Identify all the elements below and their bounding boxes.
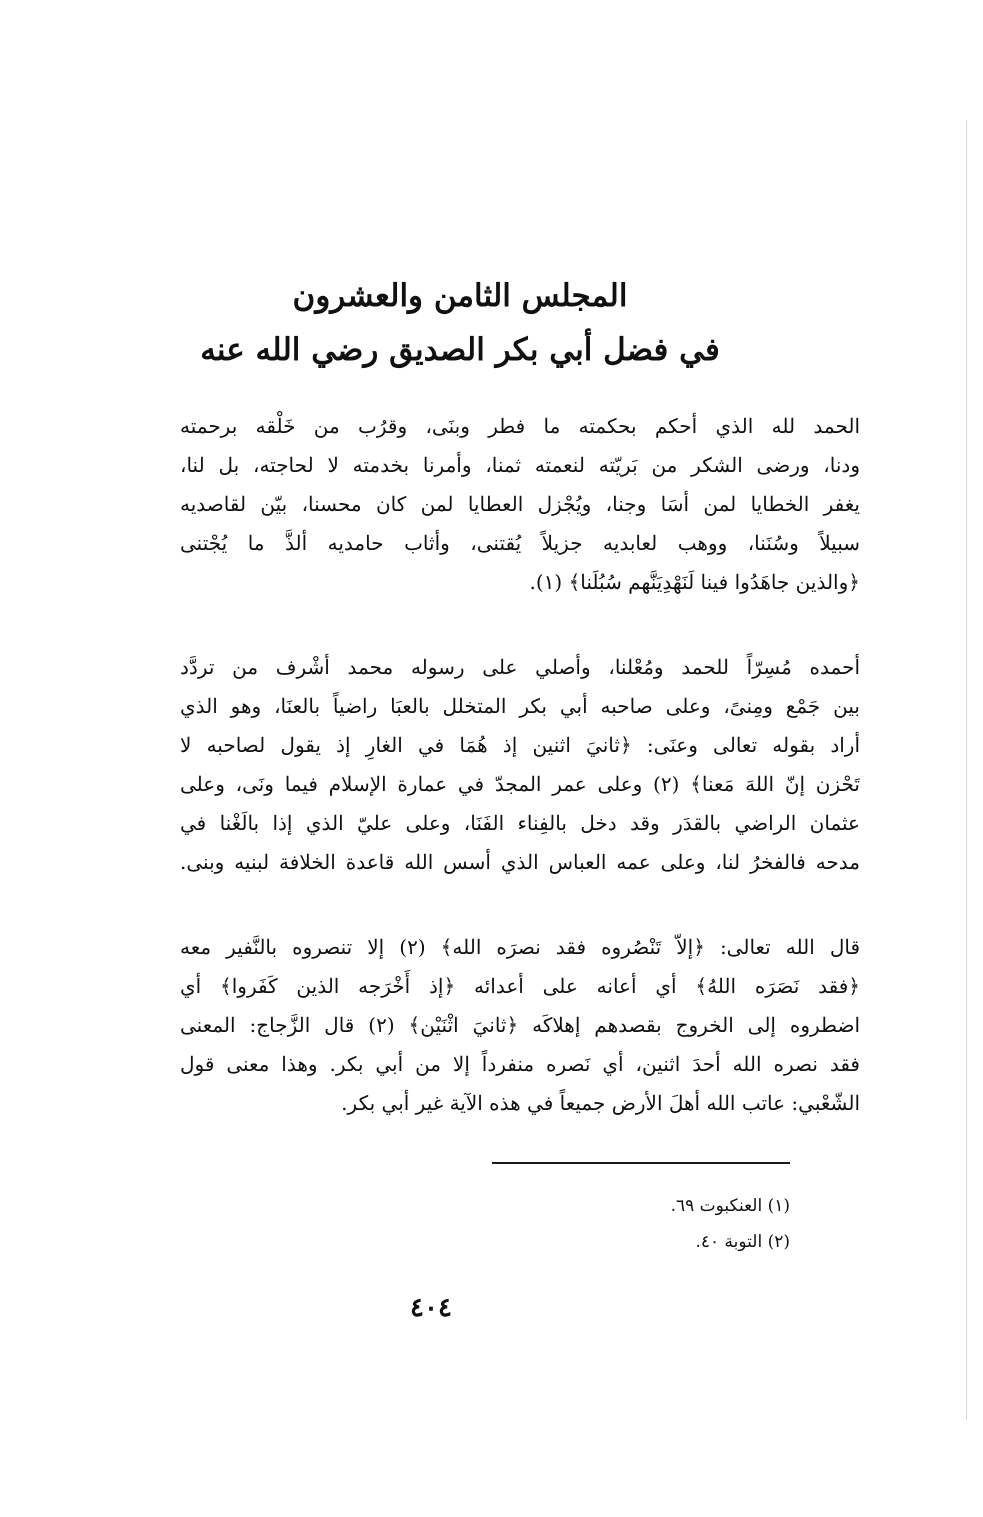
page-edge-line xyxy=(966,120,967,1420)
paragraph-line: ﴿فقد نَصَرَه اللهُ﴾ أي أعانه على أعدائه ﴿إذ أَخْرَجه الذين كَفَروا﴾ أي xyxy=(180,974,860,998)
paragraph-line: أراد بقوله تعالى وعنَى: ﴿ثانيَ اثنين إذ هُمَا في الغارِ إذ يقول لصاحبه لا xyxy=(180,733,860,757)
page-number: ٤٠٤ xyxy=(410,1293,452,1323)
footnote-separator xyxy=(492,1162,790,1164)
footnote-2: (٢) التوبة ٤٠. xyxy=(695,1232,790,1252)
footnote-1: (١) العنكبوت ٦٩. xyxy=(670,1196,790,1216)
paragraph-line: مدحه فالفخرُ لنا، وعلى عمه العباس الذي أسس الله قاعدة الخلافة لبنيه وبنى. xyxy=(180,850,860,874)
chapter-title: المجلس الثامن والعشرون xyxy=(292,278,628,314)
paragraph-line: يغفر الخطايا لمن أسَا وجنا، ويُجْزل العطايا لمن كان محسنا، بيّن لقاصديه xyxy=(180,492,860,516)
paragraph-line: قال الله تعالى: ﴿إلاّ تَنْصُروه فقد نصرَه الله﴾ (٢) إلا تنصروه بالنَّفير معه xyxy=(180,935,860,959)
paragraph-line: بين جَمْع ومِنىً، وعلى صاحبه أبي بكر المتخلل بالعبَا راضياً بالعنَا، وهو الذي xyxy=(180,694,860,718)
paragraph-line: فقد نصره الله أحدَ اثنين، أي نَصره منفرداً إلا من أبي بكر. وهذا معنى قول xyxy=(180,1052,860,1076)
paragraph-line: ﴿والذين جاهَدُوا فينا لَنَهْدِيَنَّهم سُبُلَنا﴾ (١). xyxy=(529,570,860,594)
paragraph-line: سبيلاً وسُنَنا، ووهب لعابديه جزيلاً يُقتنى، وأثاب حامديه ألذَّ ما يُجْتنى xyxy=(180,531,860,555)
chapter-subtitle: في فضل أبي بكر الصديق رضي الله عنه xyxy=(200,332,720,368)
paragraph-3 xyxy=(180,928,860,1123)
paragraph-line: تَحْزن إنّ اللهَ مَعنا﴾ (٢) وعلى عمر المجدّ في عمارة الإسلام فيما ونَى، وعلى xyxy=(180,772,860,796)
footnotes xyxy=(290,1188,790,1260)
paragraph-line: اضطروه إلى الخروج بقصدهم إهلاكَه ﴿ثانيَ اثْنَيْن﴾ (٢) قال الزَّجاج: المعنى xyxy=(180,1013,860,1037)
paragraph-line: الشّعْبي: عاتب الله أهلَ الأرض جميعاً في هذه الآية غير أبي بكر. xyxy=(341,1091,860,1115)
paragraph-2 xyxy=(180,648,860,882)
paragraph-line: ودنا، ورضى الشكر من بَريّته لنعمته ثمنا، وأمرنا بخدمته لا لحاجته، بل لنا، xyxy=(180,453,860,477)
paragraph-1 xyxy=(180,407,860,602)
paragraph-line: عثمان الراضي بالقدَر وقد دخل بالفِناء الفَنَا، وعلى عليّ الذي إذا بالَغْنا في xyxy=(180,811,860,835)
paragraph-line: أحمده مُسِرّاً للحمد ومُعْلنا، وأصلي على رسوله محمد أشْرف من تردَّد xyxy=(180,655,860,679)
paragraph-line: الحمد لله الذي أحكم بحكمته ما فطر وبنَى، وقرُب من خَلْقه برحمته xyxy=(180,414,860,438)
